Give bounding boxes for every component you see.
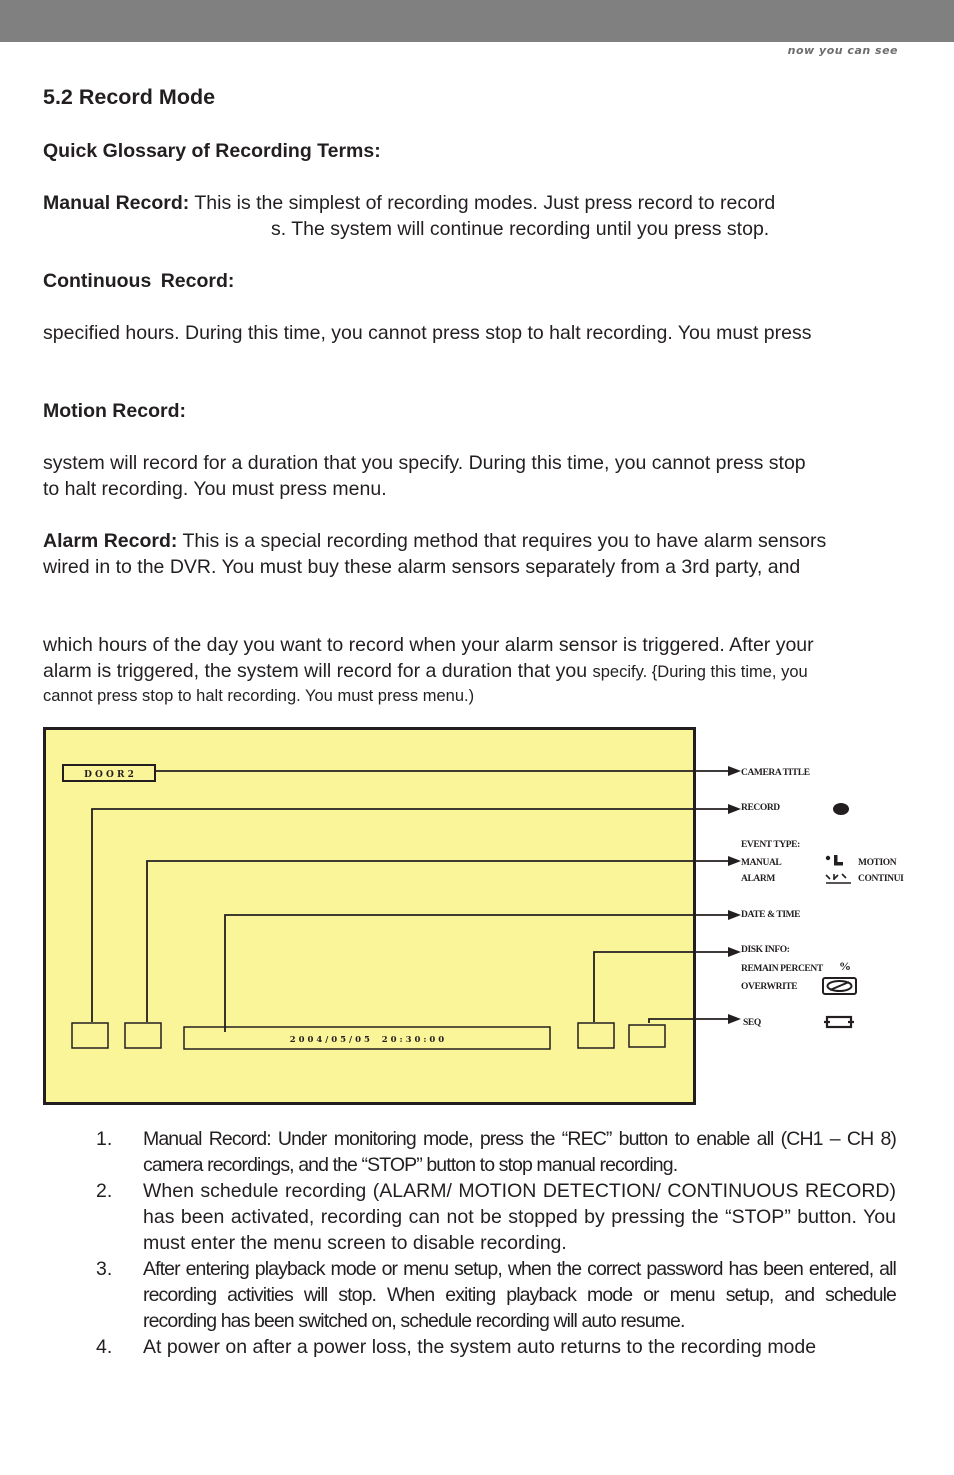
motion-record-line2: to halt recording. You must press menu. (43, 478, 387, 500)
manual-record-line2: s. The system will continue recording until you press stop. (271, 218, 770, 240)
list-item-number: 3. (96, 1258, 113, 1280)
label-remain-percent: REMAIN PERCENT (741, 964, 823, 974)
alarm-record-line1 (43, 528, 896, 554)
list-item (96, 1178, 896, 1256)
alarm-record-line5: cannot press stop to halt recording. You must press menu.) (43, 687, 475, 705)
list-item-text: When schedule recording (ALARM/ MOTION DETECTION/ CONTINUOUS RECORD) has been activated, recording can not be stopped by pressing the “STOP” button. You must enter the menu screen to disable recording. (143, 1180, 896, 1254)
seq-loop-icon (824, 1017, 854, 1027)
manual-record-label: Manual Record: (43, 192, 190, 214)
alarm-record-line2: wired in to the DVR. You must buy these alarm sensors separately from a 3rd party, and (43, 556, 801, 578)
manual-record-line1 (43, 190, 896, 216)
list-item-number: 2. (96, 1180, 113, 1202)
alarm-record-line4-small: specify. {During this time, you (592, 663, 808, 681)
header-bar (0, 0, 954, 42)
glossary-title: Quick Glossary of Recording Terms: (43, 140, 381, 162)
label-overwrite: OVERWRITE (741, 982, 798, 992)
motion-record-label: Motion Record: (43, 400, 186, 422)
alarm-record-line3: which hours of the day you want to record when your alarm sensor is triggered. After your (43, 634, 814, 656)
alarm-record-line4 (43, 658, 896, 685)
record-dot-icon (833, 803, 849, 815)
continuous-record-label: Continuous Record: (43, 270, 235, 292)
list-item-number: 4. (96, 1336, 113, 1358)
label-event-type: EVENT TYPE: (741, 840, 800, 850)
camera-title-text: D O O R 2 (84, 770, 134, 780)
label-manual: MANUAL (741, 858, 782, 868)
section-title: 5.2 Record Mode (43, 85, 216, 109)
manual-record-text: This is the simplest of recording modes. Just press record to record (194, 192, 776, 214)
list-item-number: 1. (96, 1128, 113, 1150)
label-motion: MOTION (858, 858, 897, 868)
label-alarm: ALARM (741, 874, 775, 884)
list-item-text: Manual Record: Under monitoring mode, press the “REC” button to enable all (CH1 – CH 8) camera recordings, and the “STOP” button to stop manual recording. (143, 1128, 896, 1176)
label-disk-info: DISK INFO: (741, 945, 790, 955)
continuous-record-line1: specified hours. During this time, you cannot press stop to halt recording. You must press (43, 322, 812, 344)
list-item-text: At power on after a power loss, the system auto returns to the recording mode (143, 1336, 817, 1358)
label-seq: SEQ (743, 1018, 761, 1028)
alarm-record-label: Alarm Record: (43, 530, 178, 552)
label-camera-title: CAMERA TITLE (741, 768, 810, 778)
motion-record-line1: system will record for a duration that you specify. During this time, you cannot press stop (43, 452, 806, 474)
overwrite-icon (823, 978, 856, 994)
list-item (96, 1126, 896, 1178)
datetime-text: 2 0 0 4 / 0 5 / 0 5 2 0 : 3 0 : 0 0 (289, 1035, 445, 1045)
motion-figure-icon (826, 855, 843, 866)
list-item (96, 1334, 896, 1360)
alarm-record-line4-text: alarm is triggered, the system will record for a duration that you (43, 660, 588, 682)
label-percent-sign: % (839, 959, 851, 973)
alarm-record-text: This is a special recording method that requires you to have alarm sensors (182, 530, 827, 552)
list-item (96, 1256, 896, 1334)
label-date-time: DATE & TIME (741, 910, 801, 920)
osd-diagram (43, 727, 913, 1107)
brand-tagline: now you can see (787, 44, 898, 57)
label-continuous: CONTINUI (858, 874, 904, 884)
notes-list (96, 1126, 896, 1360)
alarm-waves-icon (826, 874, 851, 883)
list-item-text: After entering playback mode or menu setup, when the correct password has been entered, all recording activities will stop. When exiting playback mode or menu setup, and schedule recording has been switched on, schedule recording will auto resume. (143, 1258, 896, 1332)
label-record: RECORD (741, 803, 780, 813)
